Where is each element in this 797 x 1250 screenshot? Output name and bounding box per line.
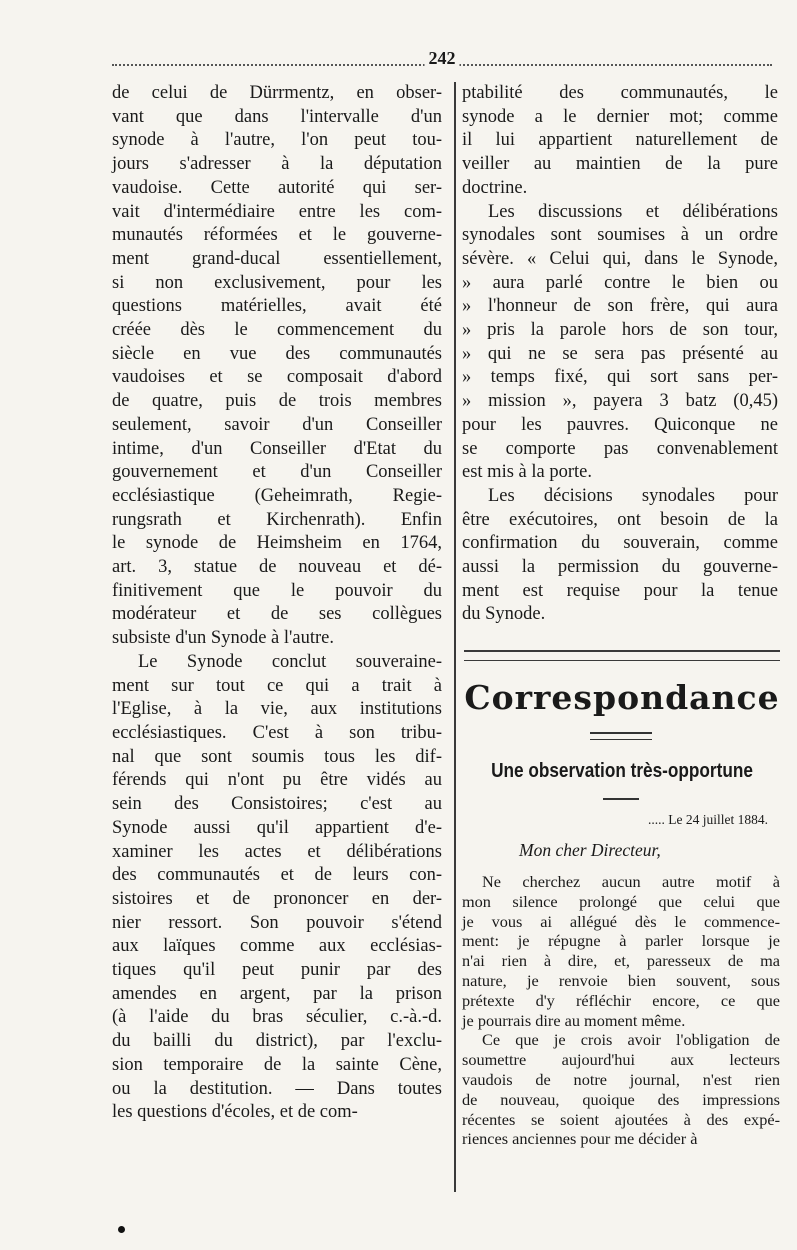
- text-line: si non exclusivement, pour les: [112, 272, 442, 293]
- text-line: de quatre, puis de trois membres: [112, 391, 442, 412]
- text-line: (à l'aide du bras séculier, c.-à.-d.: [112, 1007, 442, 1028]
- text-line: synode à l'autre, l'on peut tou-: [112, 130, 442, 151]
- text-line: siècle en vue des communautés: [112, 343, 442, 364]
- text-line: » qui ne se sera pas présenté au: [462, 343, 778, 364]
- text-line: seulement, savoir d'un Conseiller: [112, 414, 442, 435]
- text-line: Le Synode conclut souveraine-: [138, 651, 442, 672]
- column-divider: [454, 82, 456, 1192]
- text-line: doctrine.: [462, 177, 528, 198]
- letter-salutation: Mon cher Directeur,: [519, 840, 661, 860]
- text-line: riences anciennes pour me décider à: [462, 1129, 698, 1149]
- letter-dateline: ..... Le 24 juillet 1884.: [648, 812, 768, 827]
- text-line: il lui appartient naturellement de: [462, 130, 778, 151]
- text-line: je pourrais dire au moment même.: [462, 1010, 686, 1030]
- text-line: n'ai rien à dire, et, paresseux de ma: [462, 951, 780, 971]
- text-line: modérateur et de ses collègues: [112, 604, 442, 625]
- text-line: nier ressort. Son pouvoir s'étend: [112, 912, 442, 933]
- text-line: pour les pauvres. Quiconque ne: [462, 414, 778, 435]
- text-line: confirmation du souverain, comme: [462, 533, 778, 554]
- text-line: gouvernement et d'un Conseiller: [112, 462, 442, 483]
- text-line: se comporte pas convenablement: [462, 438, 778, 459]
- text-line: de nouveau, quoique des impressions: [462, 1089, 780, 1109]
- correspondance-heading: Correspondance: [464, 678, 780, 717]
- text-line: synodales sont soumises à un ordre: [462, 225, 778, 246]
- text-line: de celui de Dürrmentz, en obser-: [112, 83, 442, 103]
- text-line: Les décisions synodales pour: [488, 485, 778, 506]
- text-line: nal que sont soumis tous les dif-: [112, 746, 442, 767]
- text-line: vaudois de notre journal, n'est rien: [462, 1069, 780, 1089]
- text-line: Ce que je crois avoir l'obligation de: [482, 1030, 780, 1050]
- text-line: sistoires et de prononcer en der-: [112, 888, 442, 909]
- left-column: [112, 82, 442, 1125]
- text-line: l'Eglise, à la vie, aux institutions: [112, 699, 442, 720]
- text-line: » pris la parole hors de son tour,: [462, 320, 778, 341]
- text-line: soumettre aujourd'hui aux lecteurs: [462, 1050, 780, 1070]
- text-line: intime, d'un Conseiller d'Etat du: [112, 438, 442, 459]
- text-line: xaminer les actes et délibérations: [112, 841, 442, 862]
- text-line: du Synode.: [462, 604, 546, 625]
- text-line: » l'honneur de son frère, qui aura: [462, 296, 778, 317]
- text-line: les questions d'écoles, et de com-: [112, 1102, 358, 1123]
- text-line: récentes se soient ajoutées à des expé-: [462, 1109, 780, 1129]
- text-line: vait d'intermédiaire entre les com-: [112, 201, 442, 222]
- text-line: être exécutoires, ont besoin de la: [462, 509, 778, 530]
- text-line: sévère. « Celui qui, dans le Synode,: [462, 248, 778, 269]
- letter-body: [462, 872, 780, 1149]
- page-number: 242: [425, 48, 460, 69]
- text-line: prétexte d'y réfléchir encore, ce que: [462, 990, 780, 1010]
- subtitle-dash: [603, 798, 639, 800]
- text-line: vaudoise. Cette autorité qui ser-: [112, 177, 442, 198]
- text-line: » temps fixé, qui sort sans per-: [462, 367, 778, 388]
- text-line: Synode aussi qu'il appartient d'e-: [112, 817, 442, 838]
- text-line: sein des Consistoires; c'est au: [112, 794, 442, 815]
- text-line: aux laïques comme aux ecclésias-: [112, 936, 442, 957]
- text-line: questions matérielles, avait été: [112, 296, 442, 317]
- text-line: ptabilité des communautés, le: [462, 83, 778, 103]
- text-line: nature, je renvoie bien souvent, sous: [462, 970, 780, 990]
- text-line: ment: je répugne à parler lorsque je: [462, 931, 780, 951]
- letter-paragraph-2: [462, 1030, 780, 1149]
- bottom-dot-mark: [118, 1226, 125, 1233]
- text-line: ment grand-ducal essentiellement,: [112, 248, 442, 269]
- text-line: art. 3, statue de nouveau et dé-: [112, 557, 442, 578]
- text-line: synode a le dernier mot; comme: [462, 106, 778, 127]
- text-line: ment sur tout ce qui a trait à: [112, 675, 442, 696]
- text-line: vaudoises et se composait d'abord: [112, 367, 442, 388]
- left-paragraph-2: [112, 651, 442, 1125]
- text-line: je vous ai allégué dès le commence-: [462, 911, 780, 931]
- text-line: férends qui n'ont pu être vidés au: [112, 770, 442, 791]
- text-line: créée dès le commencement du: [112, 320, 442, 341]
- text-line: mon silence prolongé que celui que: [462, 891, 780, 911]
- text-line: est mis à la porte.: [462, 462, 592, 483]
- text-line: » mission », payera 3 batz (0,45): [462, 391, 778, 412]
- section-separator: [464, 650, 780, 661]
- text-line: des communautés et de leurs con-: [112, 865, 442, 886]
- text-line: le synode de Heimsheim en 1764,: [112, 533, 442, 554]
- text-line: ecclésiastiques. C'est à son tribu-: [112, 722, 442, 743]
- text-line: ecclésiastique (Geheimrath, Regie-: [112, 485, 442, 506]
- letter-paragraph-1: [462, 872, 780, 1030]
- heading-ornament-rule: [590, 732, 652, 740]
- left-paragraph-1: [112, 82, 442, 651]
- text-line: » aura parlé contre le bien ou: [462, 272, 778, 293]
- text-line: finitivement que le pouvoir du: [112, 580, 442, 601]
- text-line: amendes en argent, par la prison: [112, 983, 442, 1004]
- article-subtitle: Une observation très-opportune: [491, 760, 753, 782]
- text-line: jours s'adresser à la députation: [112, 154, 442, 175]
- text-line: ou la destitution. — Dans toutes: [112, 1078, 442, 1099]
- text-line: veiller au maintien de la pure: [462, 154, 778, 175]
- text-line: rungsrath et Kirchenrath). Enfin: [112, 509, 442, 530]
- text-line: du bailli du district), par l'exclu-: [112, 1031, 442, 1052]
- text-line: sion temporaire de la sainte Cène,: [112, 1054, 442, 1075]
- text-line: Ne cherchez aucun autre motif à: [482, 872, 780, 891]
- right-column: [462, 82, 778, 627]
- right-paragraph-3: [462, 485, 778, 627]
- text-line: vant que dans l'intervalle d'un: [112, 106, 442, 127]
- text-line: subsiste d'un Synode à l'autre.: [112, 628, 334, 649]
- text-line: ment est requise pour la tenue: [462, 580, 778, 601]
- right-paragraph-2: [462, 201, 778, 485]
- text-line: Les discussions et délibérations: [488, 201, 778, 222]
- right-paragraph-1: [462, 82, 778, 201]
- text-line: munautés réformées et le gouverne-: [112, 225, 442, 246]
- page-header: [112, 50, 772, 72]
- text-line: aussi la permission du gouverne-: [462, 557, 778, 578]
- text-line: tiques qu'il peut punir par des: [112, 960, 442, 981]
